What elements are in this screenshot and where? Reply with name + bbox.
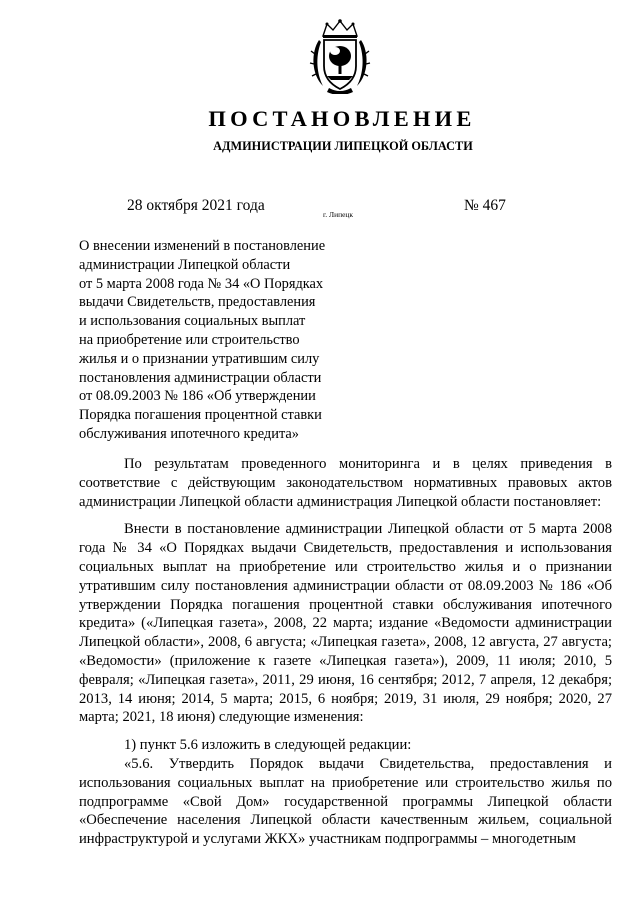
subject-line: О внесении изменений в постановление <box>79 238 326 254</box>
subject-line: от 5 марта 2008 года № 34 «О Порядках <box>79 275 324 292</box>
document-city: г. Липецк <box>323 210 354 219</box>
subject-line: от 08.09.2003 № 186 «Об утверждении <box>79 388 316 405</box>
subject-line: Порядка погашения процентной ставки <box>79 407 322 424</box>
subject-line: обслуживания ипотечного кредита» <box>79 425 299 442</box>
document-number: № 467 <box>464 197 506 214</box>
amendment-text: «5.6. Утвердить Порядок выдачи Свидетельства, предоставления и использования социальных выплат на приобретение или строительство жилья по подпрограмме «Свой Дом» государственной программы Липецкой области «Обеспечение населения Липецкой области качественным жильем, социальной инфраструктурой и услугами ЖКХ» участникам подпрограммы – многодетным <box>79 755 612 848</box>
preamble-paragraph: По результатам проведенного мониторинга и в целях приведения в соответствие с действующим законодательством нормативных правовых актов администрации Липецкой области администрация Липецкой области постановляет: <box>79 456 612 510</box>
resolution-paragraph: Внести в постановление администрации Липецкой области от 5 марта 2008 года № 34 «О Порядках выдачи Свидетельств, предоставления и использования социальных выплат на приобретение или строительство жилья и о признании утратившим силу постановления администрации области от 08.09.2003 № 186 «Об утверждении Порядка погашения процентной ставки обслуживания ипотечного кредита» («Липецкая газета», 2008, 22 марта; издание «Ведомости администрации Липецкой области», 2008, 6 августа; «Липецкая газета», 2008, 12 августа, 27 августа; «Ведомости» (приложение к газете «Липецкая газета»), 2009, 11 июля; 2010, 5 февраля; «Липецкая газета», 2011, 29 июня, 16 сентября; 2012, 7 апреля, 12 декабря; 2013, 14 июня; 2014, 5 марта; 2015, 6 ноября; 2019, 31 июля, 29 ноября; 2020, 27 марта; 2021, 18 июня) следующие изменения: <box>79 521 612 726</box>
subject-line: жилья и о признании утратившим силу <box>79 350 320 367</box>
amendment-item: 1) пункт 5.6 изложить в следующей редакции: <box>124 737 412 754</box>
document-title: ПОСТАНОВЛЕНИЕ <box>208 106 476 131</box>
subject-line: на приобретение или строительство <box>79 331 300 348</box>
issuing-authority: АДМИНИСТРАЦИИ ЛИПЕЦКОЙ ОБЛАСТИ <box>213 139 473 153</box>
subject-line: и использования социальных выплат <box>79 313 306 330</box>
document-date: 28 октября 2021 года <box>127 197 265 214</box>
coat-of-arms-icon <box>309 18 371 94</box>
document-body <box>79 455 612 849</box>
subject-line: выдачи Свидетельств, предоставления <box>79 294 316 311</box>
document-subject <box>79 237 359 444</box>
subject-line: постановления администрации области <box>79 369 322 386</box>
subject-line: администрации Липецкой области <box>79 256 291 273</box>
